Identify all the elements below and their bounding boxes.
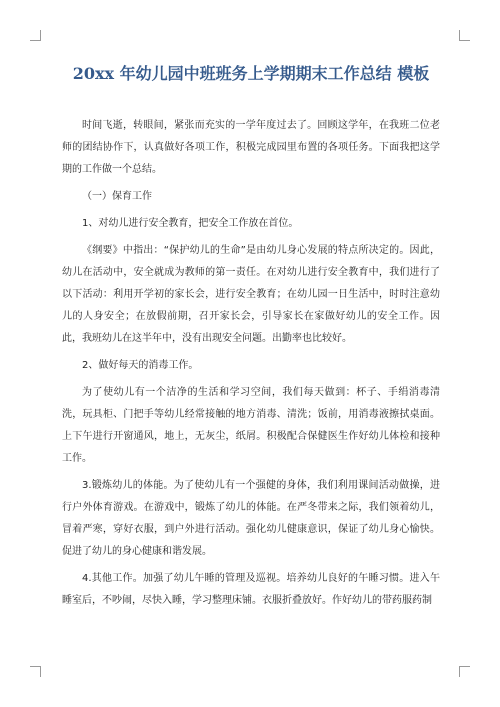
item-heading-safety: 1、对幼儿进行安全教育，把安全工作放在首位。 <box>82 218 299 229</box>
crop-mark-top-right <box>459 30 470 41</box>
section-heading-care: （一）保育工作 <box>82 191 152 202</box>
crop-mark-bottom-right <box>459 666 470 677</box>
paragraph-disinfection: 为了使幼儿有一个洁净的生活和学习空间，我们每天做到：杯子、手绢消毒清洗，玩具柜、门把手等幼儿经常接触的地方消毒、清洗；饭前，用消毒液擦拭桌面。上下午进行开窗通风，地上，无灰尘，纸屑。积极配合保健医生作好幼儿体检和接种工作。 <box>62 387 440 464</box>
paragraph-fitness: 3.锻炼幼儿的体能。为了使幼儿有一个强健的身体，我们利用课间活动做操，进行户外体育游戏。在游戏中，锻炼了幼儿的体能。在严冬带来之际，我们领着幼儿，冒着严寒，穿好衣服，到户外进行活动。强化幼儿健康意识，保证了幼儿身心愉快。促进了幼儿的身心健康和谐发展。 <box>62 480 440 557</box>
paragraph-other-work: 4.其他工作。加强了幼儿午睡的管理及巡视。培养幼儿良好的午睡习惯。进入午睡室后，不吵闹，尽快入睡，学习整理床铺。衣服折叠放好。作好幼儿的带药服药制 <box>62 573 440 606</box>
paragraph-safety: 《纲要》中指出：“保护幼儿的生命”是由幼儿身心发展的特点所决定的。因此，幼儿在活动中，安全就成为教师的第一责任。在对幼儿进行安全教育中，我们进行了以下活动：利用开学初的家长会，进行安全教育；在幼儿园一日生活中，时时注意幼儿的人身安全；在放假前期，召开家长会，引导家长在家做好幼儿的安全工作。因此，我班幼儿在这半年中，没有出现安全问题。出勤率也比较好。 <box>62 245 440 344</box>
crop-mark-bottom-left <box>30 666 41 677</box>
document-title: 20xx 年幼儿园中班班务上学期期末工作总结 模板 <box>72 64 430 83</box>
paragraph-intro: 时间飞逝，转眼间，紧张而充实的一学年度过去了。回顾这学年，在我班二位老师的团结协作下，认真做好各项工作，积极完成园里布置的各项任务。下面我把这学期的工作做一个总结。 <box>62 120 440 175</box>
crop-mark-top-left <box>30 30 41 41</box>
document-page <box>62 62 440 612</box>
document-body <box>62 115 440 612</box>
item-heading-disinfection: 2、做好每天的消毒工作。 <box>82 360 199 371</box>
